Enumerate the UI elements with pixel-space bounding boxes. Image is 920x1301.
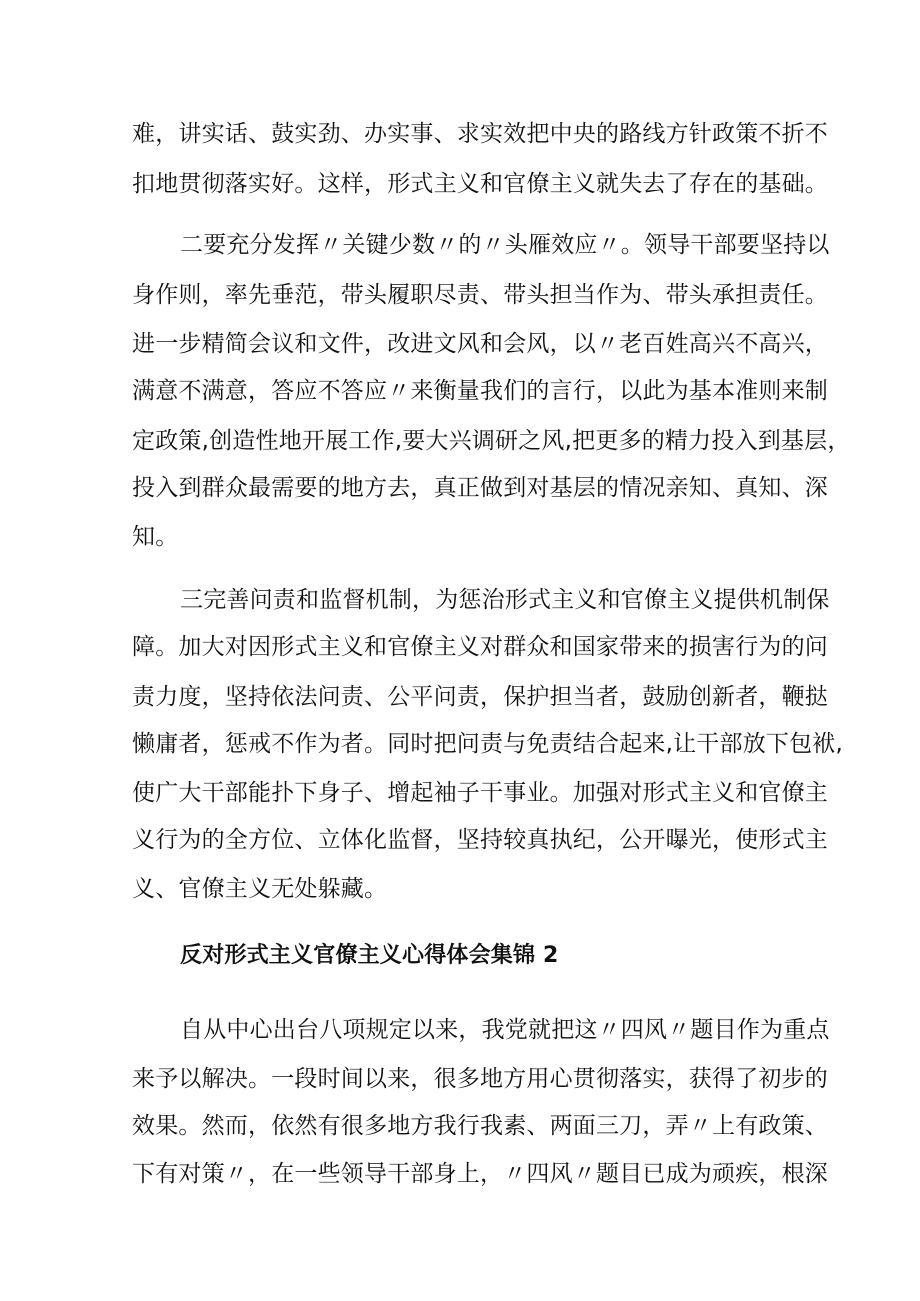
paragraph-2-line-3: 进一步精简会议和文件，改进文风和会风，以〃老百姓高兴不高兴， [132,331,828,357]
paragraph-4-line-1: 自从中心出台八项规定以来，我党就把这〃四风〃题目作为重点 [180,1017,830,1043]
paragraph-4-line-2: 来予以解决。一段时间以来，很多地方用心贯彻落实，获得了初步的 [132,1066,828,1092]
paragraph-3-line-1: 三完善问责和监督机制，为惩治形式主义和官僚主义提供机制保 [180,587,830,613]
paragraph-3-line-5: 使广大干部能扑下身子、增起袖子干事业。加强对形式主义和官僚主 [132,780,828,806]
paragraph-2-line-2: 身作则，率先垂范，带头履职尽责、带头担当作为、带头承担责任。 [132,282,828,308]
section-heading: 反对形式主义官僚主义心得体会集锦 2 [180,943,559,968]
paragraph-3-line-4: 懒庸者，惩戒不作为者。同时把问责与免责结合起来,让干部放下包袱, [132,731,844,757]
paragraph-1-line-1: 难，讲实话、鼓实劲、办实事、求实效把中央的路线方针政策不折不 [132,121,828,147]
paragraph-3-line-3: 责力度，坚持依法问责、公平问责，保护担当者，鼓励创新者，鞭挞 [132,684,828,710]
paragraph-1-line-2: 扣地贯彻落实好。这样，形式主义和官僚主义就失去了存在的基础。 [132,171,828,197]
paragraph-2-line-5: 定政策,创造性地开展工作,要大兴调研之风,把更多的精力投入到基层， [132,428,851,454]
paragraph-3-line-2: 障。加大对因形式主义和官僚主义对群众和国家带来的损害行为的问 [132,634,828,660]
paragraph-2-line-1: 二要充分发挥〃关键少数〃的〃头雁效应〃。领导干部要坚持以 [180,232,830,258]
paragraph-4-line-4: 下有对策〃，在一些领导干部身上，〃四风〃题目已成为顽疾，根深 [132,1161,828,1187]
paragraph-3-line-7: 义、官僚主义无处躲藏。 [132,876,388,902]
paragraph-2-line-7: 知。 [132,524,179,550]
paragraph-2-line-4: 满意不满意，答应不答应〃来衡量我们的言行，以此为基本准则来制 [132,378,828,404]
paragraph-4-line-3: 效果。然而，依然有很多地方我行我素、两面三刀，弄〃上有政策、 [132,1113,828,1139]
paragraph-2-line-6: 投入到群众最需要的地方去，真正做到对基层的情况亲知、真知、深 [132,475,828,501]
paragraph-3-line-6: 义行为的全方位、立体化监督，坚持较真执纪，公开曝光，使形式主 [132,827,828,853]
